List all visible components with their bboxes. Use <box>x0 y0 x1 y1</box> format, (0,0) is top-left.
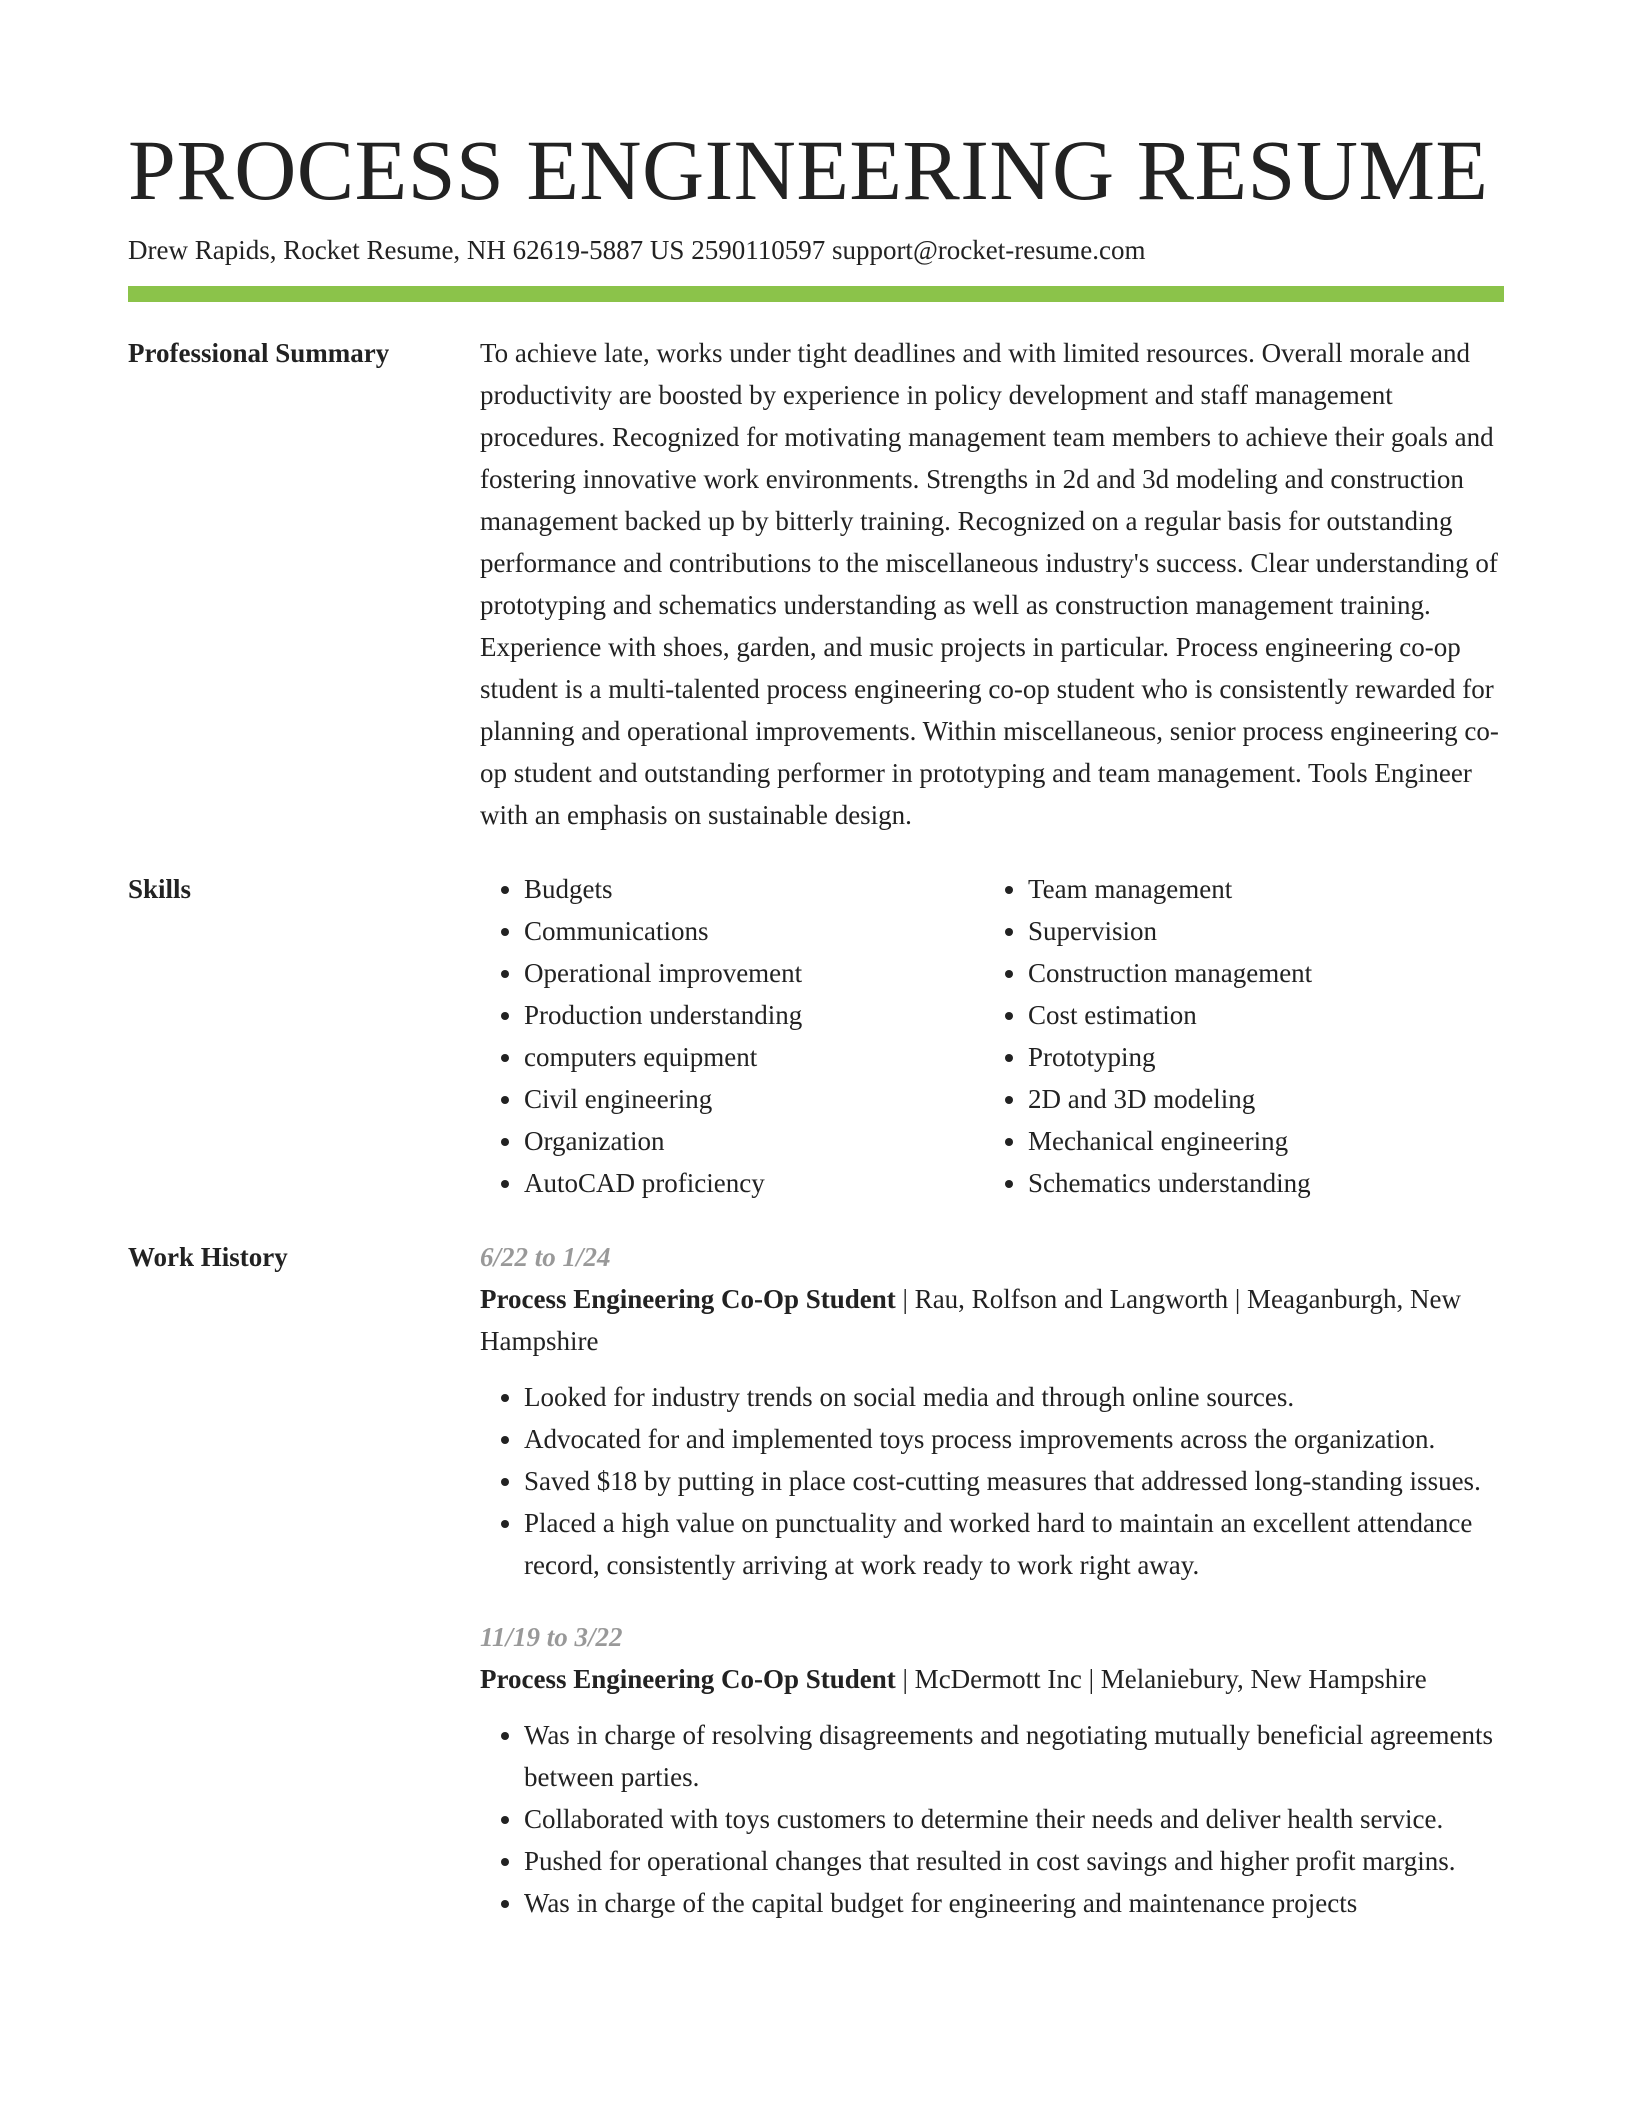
job-bullet: • Saved $18 by putting in place cost-cutting measures that addressed long-standing issues. <box>524 1460 1504 1502</box>
job-dates: 11/19 to 3/22 <box>480 1622 623 1652</box>
job-heading <box>480 1658 1504 1700</box>
skill-item: • Construction management <box>1028 952 1488 994</box>
resume-title: PROCESS ENGINEERING RESUME <box>128 122 1489 218</box>
section-label-work-history: Work History <box>128 1242 288 1272</box>
job-dates: 6/22 to 1/24 <box>480 1242 611 1272</box>
skill-item: • Cost estimation <box>1028 994 1488 1036</box>
summary-text: To achieve late, works under tight deadlines and with limited resources. Overall morale and productivity are boosted by experience in policy development and staff management procedures. Recognized for motivating management team members to achieve their goals and fostering innovative work environments. Strengths in 2d and 3d modeling and construction management backed up by bitterly training. Recognized on a regular basis for outstanding performance and contributions to the miscellaneous industry's success. Clear understanding of prototyping and schematics understanding as well as construction management training. Experience with shoes, garden, and music projects in particular. Process engineering co-op student is a multi-talented process engineering co-op student who is consistently rewarded for planning and operational improvements. Within miscellaneous, senior process engineering co-op student and outstanding performer in prototyping and team management. Tools Engineer with an emphasis on sustainable design. <box>480 338 1499 830</box>
skill-item: • 2D and 3D modeling <box>1028 1078 1488 1120</box>
job-entry <box>480 1616 1504 1924</box>
skill-item: • Mechanical engineering <box>1028 1120 1488 1162</box>
job-bullet: • Collaborated with toys customers to determine their needs and deliver health service. <box>524 1798 1504 1840</box>
skill-item: • Budgets <box>524 868 984 910</box>
job-bullet-list <box>480 1376 1504 1586</box>
skill-item: • Team management <box>1028 868 1488 910</box>
contact-line: Drew Rapids, Rocket Resume, NH 62619-5887 US 2590110597 support@rocket-resume.com <box>128 235 1146 265</box>
section-label-summary: Professional Summary <box>128 338 390 368</box>
job-bullet: • Was in charge of resolving disagreements and negotiating mutually beneficial agreements between parties. <box>524 1714 1504 1798</box>
job-title: Process Engineering Co-Op Student <box>480 1664 896 1694</box>
skill-item: • Prototyping <box>1028 1036 1488 1078</box>
skill-item: • Organization <box>524 1120 984 1162</box>
skills-list-right <box>984 868 1488 1204</box>
professional-summary-section <box>128 332 1504 836</box>
skill-item: • Supervision <box>1028 910 1488 952</box>
job-title: Process Engineering Co-Op Student <box>480 1284 896 1314</box>
skill-item: • Civil engineering <box>524 1078 984 1120</box>
skill-item: • computers equipment <box>524 1036 984 1078</box>
skill-item: • AutoCAD proficiency <box>524 1162 984 1204</box>
skill-item: • Schematics understanding <box>1028 1162 1488 1204</box>
skills-columns <box>480 868 1504 1204</box>
job-details: | Rau, Rolfson and Langworth | Meaganburgh, New Hampshire <box>480 1284 1461 1356</box>
skills-list-left <box>480 868 984 1204</box>
job-bullet-list <box>480 1714 1504 1924</box>
job-entry <box>480 1236 1504 1586</box>
job-bullet: • Looked for industry trends on social media and through online sources. <box>524 1376 1504 1418</box>
work-history-section <box>128 1236 1504 1954</box>
job-bullet: • Advocated for and implemented toys process improvements across the organization. <box>524 1418 1504 1460</box>
accent-divider <box>128 286 1504 302</box>
skill-item: • Production understanding <box>524 994 984 1036</box>
work-history-body <box>480 1236 1504 1954</box>
skill-item: • Communications <box>524 910 984 952</box>
section-label-skills: Skills <box>128 874 192 904</box>
job-bullet: • Placed a high value on punctuality and worked hard to maintain an excellent attendance record, consistently arriving at work ready to work right away. <box>524 1502 1504 1586</box>
skill-item: • Operational improvement <box>524 952 984 994</box>
job-details: | McDermott Inc | Melaniebury, New Hampshire <box>895 1664 1427 1694</box>
job-bullet: • Pushed for operational changes that resulted in cost savings and higher profit margins. <box>524 1840 1504 1882</box>
skills-section <box>128 868 1504 1204</box>
resume-page <box>128 120 1504 1954</box>
job-bullet: • Was in charge of the capital budget for engineering and maintenance projects <box>524 1882 1504 1924</box>
job-heading <box>480 1278 1504 1362</box>
